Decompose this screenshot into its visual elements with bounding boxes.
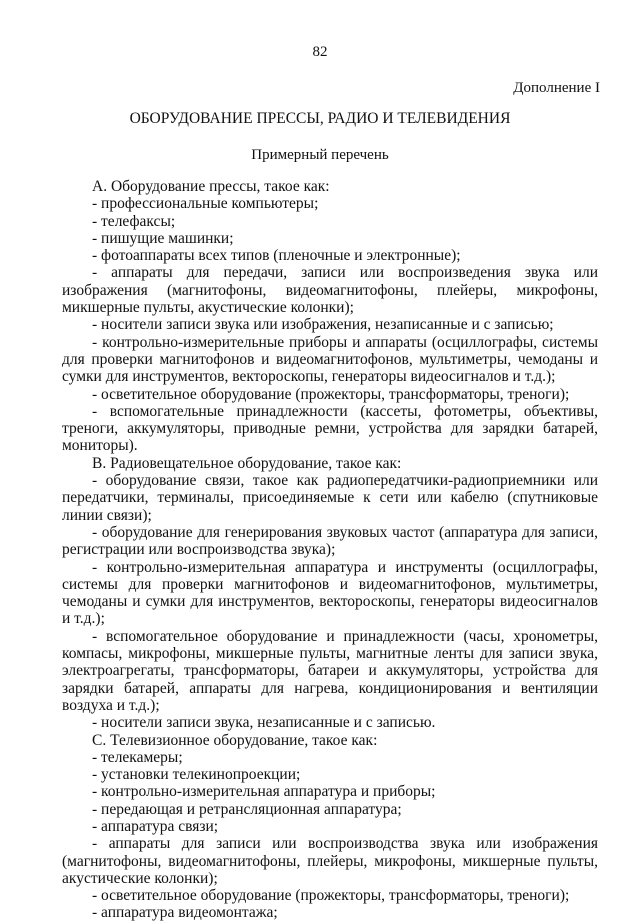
- list-item: - контрольно-измерительные приборы и аппараты (осциллографы, системы для проверки магнитофонов и видеомагнитофонов, мультиметры, чемоданы и сумки для инструментов, вектороскопы, генераторы видеосигналов и т.д.);: [62, 333, 598, 386]
- annex-label: Дополнение I: [513, 80, 600, 96]
- list-item: - передающая и ретрансляционная аппаратура;: [92, 800, 402, 818]
- section-heading: А. Оборудование прессы, такое как:: [92, 178, 330, 195]
- list-item: - аппараты для передачи, записи или воспроизведения звука или изображения (магнитофоны, видеомагнитофоны, плейеры, микрофоны, микшерные пульты, акустические колонки);: [62, 264, 598, 317]
- list-item: - установки телекинопроекции;: [92, 766, 301, 784]
- list-item: - осветительное оборудование (прожекторы, трансформаторы, треноги);: [92, 385, 570, 403]
- list-item: - аппаратура видеомонтажа;: [92, 904, 278, 922]
- list-item: - оборудование связи, такое как радиопередатчики-радиоприемники или передатчики, терминалы, присоединяемые к сети или кабелю (спутниковые линии связи);: [62, 472, 598, 524]
- list-item: - вспомогательное оборудование и принадлежности (часы, хронометры, компасы, микрофоны, микшерные пульты, магнитные ленты для записи звука, электроагрегаты, трансформаторы, батареи и аккумуляторы, устройства для зарядки батарей, аппараты для нагрева, кондиционирования и вентиляции воздуха и т.д.);: [62, 627, 598, 714]
- list-item: - осветительное оборудование (прожекторы, трансформаторы, треноги);: [92, 887, 570, 905]
- page-number: 82: [312, 44, 328, 60]
- document-body: [62, 178, 598, 922]
- list-item: - профессиональные компьютеры;: [92, 195, 319, 213]
- document-subtitle: Примерный перечень: [251, 147, 389, 163]
- list-item: - контрольно-измерительная аппаратура и приборы;: [92, 783, 436, 801]
- list-item: - телекамеры;: [92, 748, 183, 766]
- list-item: - телефаксы;: [92, 212, 176, 230]
- section-heading: С. Телевизионное оборудование, такое как:: [92, 731, 378, 749]
- list-item: - пишущие машинки;: [92, 229, 234, 247]
- list-item: - носители записи звука или изображения, незаписанные и с записью;: [92, 316, 554, 334]
- list-item: - контрольно-измерительная аппаратура и инструменты (осциллографы, системы для проверки магнитофонов и видеомагнитофонов, мультиметры, чемоданы и сумки для инструментов, вектороскопы, генераторы видеосигналов и т.д.);: [62, 558, 598, 628]
- list-item: - аппаратура связи;: [92, 817, 219, 835]
- list-item: - носители записи звука, незаписанные и с записью.: [92, 714, 436, 732]
- list-item: - вспомогательные принадлежности (кассеты, фотометры, объективы, треноги, аккумуляторы, приводные ремни, устройства для зарядки батарей, мониторы).: [62, 402, 598, 455]
- list-item: - оборудование для генерирования звуковых частот (аппаратура для записи, регистрации или воспроизводства звука);: [62, 523, 598, 559]
- section-heading: В. Радиовещательное оборудование, такое как:: [92, 454, 402, 472]
- document-title: ОБОРУДОВАНИЕ ПРЕССЫ, РАДИО И ТЕЛЕВИДЕНИЯ: [129, 110, 511, 127]
- list-item: - аппараты для записи или воспроизводства звука или изображения (магнитофоны, видеомагнитофоны, плейеры, микрофоны, микшерные пульты, акустические колонки);: [62, 835, 598, 887]
- list-item: - фотоаппараты всех типов (пленочные и электронные);: [92, 247, 461, 265]
